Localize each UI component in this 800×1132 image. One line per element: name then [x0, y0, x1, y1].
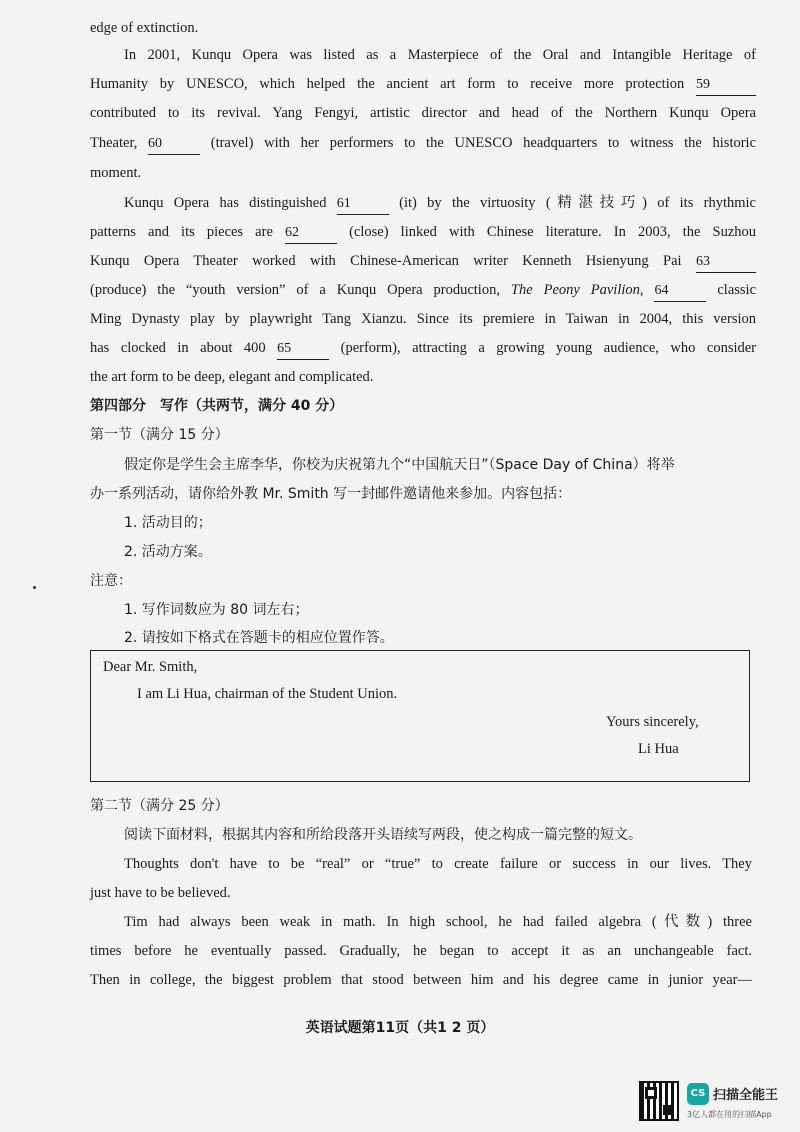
passage-line	[90, 251, 756, 273]
story-line: times before he eventually passed. Gradually, he began to accept it as an unchangeable fact.	[90, 943, 752, 959]
passage-line	[90, 74, 756, 96]
letter-salutation: Dear Mr. Smith,	[103, 659, 198, 675]
story-line: just have to be believed.	[90, 885, 231, 901]
content-item-2: 2. 活动方案。	[124, 544, 212, 560]
section2-title: 第二节（满分 25 分）	[90, 798, 229, 814]
content-item-1: 1. 活动目的；	[124, 515, 212, 531]
part4-title: 第四部分 写作（共两节，满分 40 分）	[90, 398, 344, 414]
passage-text: Theater,	[90, 135, 138, 151]
passage-line: moment.	[90, 165, 142, 181]
passage-text: Humanity by UNESCO, which helped the ancient art form to receive more protection	[90, 76, 685, 92]
passage-text: (travel) with her performers to the UNESCO headquarters to witness the historic	[210, 135, 757, 151]
prompt-line: 办一系列活动，请你给外教 Mr. Smith 写一封邮件邀请他来参加。内容包括：	[90, 486, 572, 502]
story-line: Tim had always been weak in math. In high school, he had failed algebra (代数) three	[124, 914, 752, 930]
letter-opening: I am Li Hua, chairman of the Student Union.	[137, 686, 398, 702]
section2-instruction: 阅读下面材料，根据其内容和所给段落开头语续写两段，使之构成一篇完整的短文。	[124, 827, 642, 843]
section1-title: 第一节（满分 15 分）	[90, 427, 229, 443]
blank-60[interactable]: 60	[148, 134, 200, 155]
passage-text: patterns and its pieces are	[90, 224, 273, 240]
passage-text: (perform), attracting a growing young audience, who consider	[340, 340, 757, 356]
blank-62[interactable]: 62	[285, 223, 337, 244]
passage-text: Kunqu Opera Theater worked with Chinese-American writer Kenneth Hsienyung Pai	[90, 253, 682, 269]
passage-line: contributed to its revival. Yang Fengyi, artistic director and head of the Northern Kunqu Opera	[90, 105, 756, 121]
passage-line: In 2001, Kunqu Opera was listed as a Masterpiece of the Oral and Intangible Heritage of	[124, 47, 756, 63]
story-line: Then in college, the biggest problem that stood between him and his degree came in junior year—	[90, 972, 752, 988]
note-label: 注意：	[90, 573, 132, 589]
page-footer: 英语试题第11页（共1 2 页）	[305, 1020, 495, 1036]
passage-line	[124, 193, 756, 215]
blank-63[interactable]: 63	[696, 252, 756, 273]
passage-text: Kunqu Opera has distinguished	[124, 195, 327, 211]
passage-line: (produce) the “youth version” of a Kunqu Opera production, The Peony Pavilion, 64 classic	[90, 280, 756, 302]
scanner-watermark	[637, 1079, 797, 1125]
qr-code-icon	[639, 1081, 679, 1121]
passage-line	[90, 222, 756, 244]
blank-61[interactable]: 61	[337, 194, 389, 215]
note-item-1: 1. 写作词数应为 80 词左右；	[124, 602, 309, 618]
passage-line: the art form to be deep, elegant and complicated.	[90, 369, 374, 385]
blank-65[interactable]: 65	[277, 339, 329, 360]
passage-line: edge of extinction.	[90, 20, 199, 36]
scanner-app-name: 扫描全能王	[713, 1088, 779, 1103]
passage-text: classic	[717, 282, 757, 298]
passage-line	[90, 133, 756, 155]
passage-text: (it) by the virtuosity (精湛技巧) of its rhythmic	[399, 195, 756, 211]
letter-signature: Li Hua	[638, 741, 679, 757]
camscanner-logo-icon: CS	[687, 1083, 709, 1105]
passage-text: (produce) the “youth version” of a Kunqu Opera production,	[90, 282, 500, 298]
prompt-line: 假定你是学生会主席李华，你校为庆祝第九个“中国航天日”（Space Day of China）将举	[124, 457, 675, 473]
scan-speck	[33, 586, 36, 589]
work-title: The Peony Pavilion	[510, 282, 640, 298]
passage-line	[90, 338, 756, 360]
blank-64[interactable]: 64	[654, 281, 706, 302]
letter-format-box	[90, 650, 750, 782]
passage-text: (close) linked with Chinese literature. In 2003, the Suzhou	[349, 224, 757, 240]
scanner-tagline: 3亿人都在用的扫描App	[687, 1110, 772, 1119]
letter-closing: Yours sincerely,	[606, 714, 699, 730]
note-item-2: 2. 请按如下格式在答题卡的相应位置作答。	[124, 630, 394, 646]
blank-59[interactable]: 59	[696, 75, 756, 96]
story-line: Thoughts don't have to be “real” or “true” to create failure or success in our lives. They	[124, 856, 752, 872]
passage-text: has clocked in about 400	[90, 340, 266, 356]
passage-line: Ming Dynasty play by playwright Tang Xianzu. Since its premiere in Taiwan in 2004, this version	[90, 311, 756, 327]
